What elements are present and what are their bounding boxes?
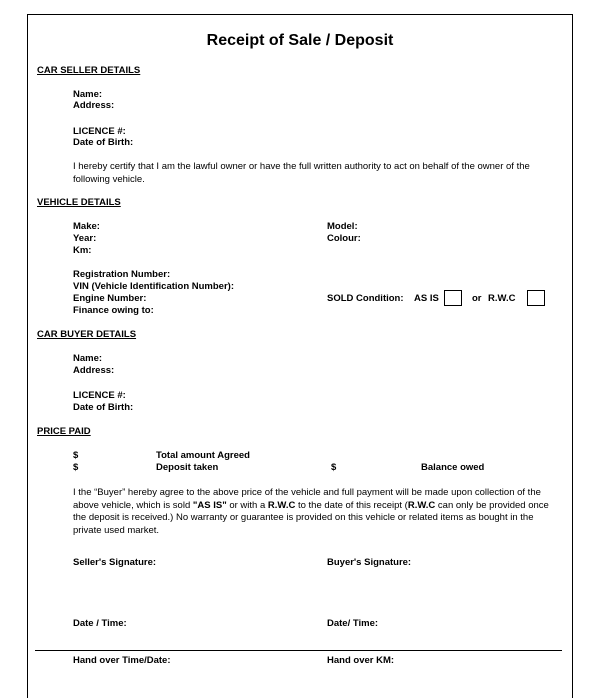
deposit-currency: $ xyxy=(73,462,79,473)
agreement-part-4: can only be provided once the deposit is received.) No warranty or guarantee is provided on this vehicle or related items as bought in the private used market. xyxy=(73,499,549,536)
vehicle-heading: VEHICLE DETAILS xyxy=(37,197,121,208)
total-label: Total amount Agreed xyxy=(156,450,250,461)
buyer-date-time-label: Date/ Time: xyxy=(327,618,379,629)
handover-time-label: Hand over Time/Date: xyxy=(73,655,171,666)
vehicle-registration-label: Registration Number: xyxy=(73,269,171,280)
document-border xyxy=(27,14,573,698)
agreement-as-is: "AS IS" xyxy=(192,499,227,511)
agreement-rwc-2: R.W.C xyxy=(407,499,436,511)
sold-condition-label: SOLD Condition: xyxy=(327,293,404,304)
seller-licence-label: LICENCE #: xyxy=(73,126,126,137)
seller-address-label: Address: xyxy=(73,100,115,111)
price-heading: PRICE PAID xyxy=(37,426,91,437)
handover-km-label: Hand over KM: xyxy=(327,655,395,666)
document-title: Receipt of Sale / Deposit xyxy=(206,32,394,49)
rwc-label: R.W.C xyxy=(488,293,516,304)
vehicle-finance-label: Finance owing to: xyxy=(73,305,154,316)
seller-signature-label: Seller's Signature: xyxy=(73,557,157,568)
rwc-checkbox[interactable] xyxy=(527,290,545,306)
agreement-part-1: I the “Buyer” hereby agree to the above price of the vehicle and full payment will be made upon collection of the above vehicle, which is sold xyxy=(73,487,541,511)
agreement-rwc: R.W.C xyxy=(267,499,296,511)
vehicle-make-label: Make: xyxy=(73,221,100,232)
vehicle-engine-label: Engine Number: xyxy=(73,293,147,304)
buyer-dob-label: Date of Birth: xyxy=(73,402,134,413)
as-is-checkbox[interactable] xyxy=(444,290,462,306)
vehicle-km-label: Km: xyxy=(73,245,92,256)
buyer-name-label: Name: xyxy=(73,353,103,364)
buyer-licence-label: LICENCE #: xyxy=(73,390,126,401)
vehicle-year-label: Year: xyxy=(73,233,97,244)
as-is-label: AS IS xyxy=(414,293,439,304)
balance-label: Balance owed xyxy=(421,462,485,473)
seller-dob-label: Date of Birth: xyxy=(73,137,134,148)
agreement-part-2: or with a xyxy=(226,499,268,511)
buyer-signature-label: Buyer's Signature: xyxy=(327,557,412,568)
or-label: or xyxy=(472,293,482,304)
seller-name-label: Name: xyxy=(73,89,103,100)
buyer-heading: CAR BUYER DETAILS xyxy=(37,329,137,340)
total-currency: $ xyxy=(73,450,79,461)
vehicle-vin-label: VIN (Vehicle Identification Number): xyxy=(73,281,234,292)
deposit-label: Deposit taken xyxy=(156,462,219,473)
seller-date-time-label: Date / Time: xyxy=(73,618,127,629)
seller-heading: CAR SELLER DETAILS xyxy=(37,65,141,76)
agreement-part-3: to the date of this receipt ( xyxy=(295,499,408,511)
buyer-address-label: Address: xyxy=(73,365,115,376)
seller-certify-text: I hereby certify that I am the lawful owner or have the full written authority to act on behalf of the owner of the following vehicle. xyxy=(73,161,530,185)
divider-line xyxy=(35,650,562,651)
buyer-agreement-text xyxy=(73,487,563,537)
vehicle-model-label: Model: xyxy=(327,221,358,232)
vehicle-colour-label: Colour: xyxy=(327,233,361,244)
balance-currency: $ xyxy=(331,462,337,473)
